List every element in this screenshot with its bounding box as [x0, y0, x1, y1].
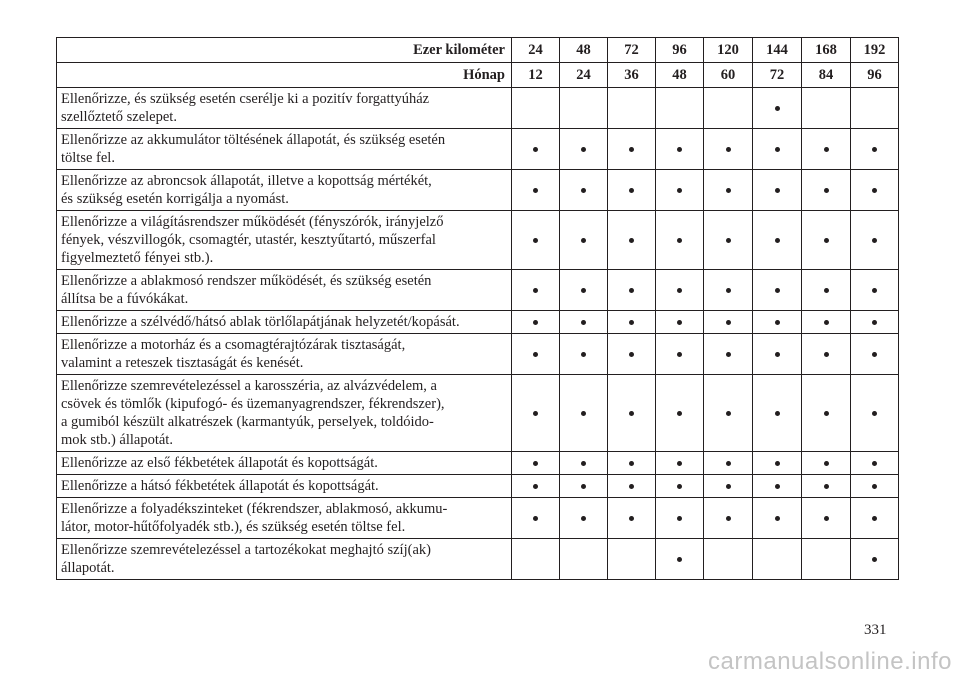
- interval-cell: [512, 129, 560, 170]
- task-description-line: állítsa be a fúvókákat.: [61, 291, 189, 307]
- interval-cell: [608, 539, 656, 580]
- interval-cell: [802, 88, 851, 129]
- task-description-line: Ellenőrizze a ablakmosó rendszer működését, és szükség esetén: [61, 273, 432, 289]
- km-value: 192: [851, 38, 899, 63]
- interval-cell: [704, 539, 753, 580]
- task-description-line: Ellenőrizze a motorház és a csomagtérajtózárak tisztaságát,: [61, 337, 406, 353]
- task-description-line: Ellenőrizze a folyadékszinteket (fékrendszer, ablakmosó, akkumu-: [61, 501, 448, 517]
- interval-cell: [608, 334, 656, 375]
- service-dot-icon: [581, 238, 586, 243]
- service-dot-icon: [824, 484, 829, 489]
- interval-cell: [656, 170, 704, 211]
- interval-cell: [560, 375, 608, 452]
- interval-cell: [704, 170, 753, 211]
- month-value: 72: [753, 63, 802, 88]
- service-dot-icon: [872, 147, 877, 152]
- service-dot-icon: [824, 411, 829, 416]
- service-dot-icon: [726, 516, 731, 521]
- service-dot-icon: [775, 238, 780, 243]
- interval-cell: [656, 211, 704, 270]
- service-dot-icon: [872, 352, 877, 357]
- service-dot-icon: [775, 188, 780, 193]
- task-description-line: töltse fel.: [61, 150, 115, 166]
- service-dot-icon: [533, 516, 538, 521]
- month-value: 24: [560, 63, 608, 88]
- service-dot-icon: [726, 288, 731, 293]
- km-value: 24: [512, 38, 560, 63]
- interval-cell: [656, 88, 704, 129]
- task-description-line: Ellenőrizze, és szükség esetén cserélje ki a pozitív forgattyúház: [61, 91, 430, 107]
- table-row: [57, 129, 899, 170]
- interval-cell: [512, 452, 560, 475]
- table-row: [57, 452, 899, 475]
- service-dot-icon: [726, 188, 731, 193]
- interval-cell: [656, 539, 704, 580]
- service-dot-icon: [533, 188, 538, 193]
- interval-cell: [802, 452, 851, 475]
- service-dot-icon: [872, 288, 877, 293]
- interval-cell: [802, 129, 851, 170]
- service-dot-icon: [581, 516, 586, 521]
- interval-cell: [656, 311, 704, 334]
- task-description-line: fények, vészvillogók, csomagtér, utastér, kesztyűtartó, műszerfal: [61, 232, 436, 248]
- table-row: [57, 334, 899, 375]
- maintenance-schedule-table: [56, 37, 899, 580]
- interval-cell: [753, 498, 802, 539]
- interval-cell: [656, 452, 704, 475]
- service-dot-icon: [824, 147, 829, 152]
- task-description-line: Ellenőrizze a szélvédő/hátsó ablak törlőlapátjának helyzetét/kopását.: [61, 314, 460, 330]
- interval-cell: [704, 311, 753, 334]
- interval-cell: [851, 270, 899, 311]
- interval-cell: [704, 475, 753, 498]
- task-description: [57, 539, 512, 580]
- service-dot-icon: [872, 557, 877, 562]
- service-dot-icon: [677, 288, 682, 293]
- table-row: [57, 170, 899, 211]
- km-value: 48: [560, 38, 608, 63]
- service-dot-icon: [677, 411, 682, 416]
- service-dot-icon: [872, 484, 877, 489]
- service-dot-icon: [629, 320, 634, 325]
- task-description-line: a gumiból készült alkatrészek (karmantyúk, perselyek, toldóido-: [61, 414, 434, 430]
- interval-cell: [851, 88, 899, 129]
- interval-cell: [608, 311, 656, 334]
- interval-cell: [512, 270, 560, 311]
- task-description: [57, 452, 512, 475]
- interval-cell: [753, 211, 802, 270]
- service-dot-icon: [726, 461, 731, 466]
- service-dot-icon: [872, 516, 877, 521]
- task-description-line: Ellenőrizze az akkumulátor töltésének állapotát, és szükség esetén: [61, 132, 446, 148]
- interval-cell: [802, 170, 851, 211]
- month-value: 60: [704, 63, 753, 88]
- interval-cell: [560, 334, 608, 375]
- interval-cell: [704, 498, 753, 539]
- service-dot-icon: [872, 188, 877, 193]
- service-dot-icon: [872, 461, 877, 466]
- interval-cell: [802, 270, 851, 311]
- month-value: 12: [512, 63, 560, 88]
- interval-cell: [512, 211, 560, 270]
- interval-cell: [560, 88, 608, 129]
- service-dot-icon: [629, 188, 634, 193]
- interval-cell: [560, 475, 608, 498]
- interval-cell: [560, 270, 608, 311]
- interval-cell: [608, 375, 656, 452]
- table-row: [57, 475, 899, 498]
- interval-cell: [802, 311, 851, 334]
- interval-cell: [512, 498, 560, 539]
- interval-cell: [656, 270, 704, 311]
- interval-cell: [753, 334, 802, 375]
- interval-cell: [802, 539, 851, 580]
- service-dot-icon: [726, 147, 731, 152]
- service-dot-icon: [824, 352, 829, 357]
- interval-cell: [704, 452, 753, 475]
- interval-cell: [753, 270, 802, 311]
- task-description-line: szellőztető szelepet.: [61, 109, 177, 125]
- service-dot-icon: [726, 320, 731, 325]
- interval-cell: [656, 334, 704, 375]
- interval-cell: [512, 88, 560, 129]
- interval-cell: [704, 129, 753, 170]
- service-dot-icon: [775, 461, 780, 466]
- service-dot-icon: [726, 238, 731, 243]
- service-dot-icon: [824, 516, 829, 521]
- service-dot-icon: [677, 484, 682, 489]
- interval-cell: [753, 88, 802, 129]
- km-value: 144: [753, 38, 802, 63]
- interval-cell: [753, 539, 802, 580]
- service-dot-icon: [726, 484, 731, 489]
- task-description-line: valamint a reteszek tisztaságát és kenését.: [61, 355, 304, 371]
- service-dot-icon: [581, 147, 586, 152]
- service-dot-icon: [677, 320, 682, 325]
- service-dot-icon: [775, 411, 780, 416]
- interval-cell: [802, 498, 851, 539]
- interval-cell: [851, 498, 899, 539]
- service-dot-icon: [824, 188, 829, 193]
- interval-cell: [851, 334, 899, 375]
- table-row: [57, 311, 899, 334]
- service-dot-icon: [775, 288, 780, 293]
- table-row: [57, 270, 899, 311]
- service-dot-icon: [581, 320, 586, 325]
- interval-cell: [704, 211, 753, 270]
- task-description: [57, 475, 512, 498]
- service-dot-icon: [775, 352, 780, 357]
- interval-cell: [560, 211, 608, 270]
- service-dot-icon: [533, 411, 538, 416]
- task-description: [57, 170, 512, 211]
- task-description-line: Ellenőrizze szemrevételezéssel a karosszéria, az alvázvédelem, a: [61, 378, 437, 394]
- interval-cell: [608, 129, 656, 170]
- service-dot-icon: [581, 188, 586, 193]
- service-dot-icon: [824, 320, 829, 325]
- task-description-line: és szükség esetén korrigálja a nyomást.: [61, 191, 289, 207]
- interval-cell: [512, 311, 560, 334]
- task-description: [57, 211, 512, 270]
- interval-cell: [802, 334, 851, 375]
- task-description-line: látor, motor-hűtőfolyadék stb.), és szükség esetén töltse fel.: [61, 519, 406, 535]
- service-dot-icon: [775, 147, 780, 152]
- service-dot-icon: [629, 484, 634, 489]
- service-dot-icon: [726, 352, 731, 357]
- month-header-label: Hónap: [57, 63, 512, 88]
- task-description-line: mok stb.) állapotát.: [61, 432, 173, 448]
- service-dot-icon: [872, 411, 877, 416]
- interval-cell: [753, 311, 802, 334]
- task-description: [57, 88, 512, 129]
- service-dot-icon: [533, 352, 538, 357]
- interval-cell: [608, 170, 656, 211]
- service-dot-icon: [677, 557, 682, 562]
- interval-cell: [656, 498, 704, 539]
- interval-cell: [608, 498, 656, 539]
- page-number: 331: [864, 622, 887, 638]
- service-dot-icon: [581, 288, 586, 293]
- service-dot-icon: [677, 516, 682, 521]
- interval-cell: [512, 334, 560, 375]
- service-dot-icon: [533, 461, 538, 466]
- interval-cell: [560, 170, 608, 211]
- service-dot-icon: [872, 320, 877, 325]
- task-description-line: Ellenőrizze a világításrendszer működését (fényszórók, irányjelző: [61, 214, 444, 230]
- interval-cell: [656, 475, 704, 498]
- service-dot-icon: [824, 288, 829, 293]
- interval-cell: [704, 88, 753, 129]
- service-dot-icon: [775, 484, 780, 489]
- service-dot-icon: [581, 461, 586, 466]
- interval-cell: [851, 311, 899, 334]
- month-value: 96: [851, 63, 899, 88]
- interval-cell: [560, 311, 608, 334]
- header-row-month: [57, 63, 899, 88]
- service-dot-icon: [629, 461, 634, 466]
- interval-cell: [560, 498, 608, 539]
- interval-cell: [704, 270, 753, 311]
- interval-cell: [753, 129, 802, 170]
- task-description: [57, 311, 512, 334]
- task-description-line: figyelmeztető fényei stb.).: [61, 250, 214, 266]
- service-dot-icon: [533, 238, 538, 243]
- interval-cell: [512, 170, 560, 211]
- km-value: 72: [608, 38, 656, 63]
- interval-cell: [608, 452, 656, 475]
- service-dot-icon: [581, 352, 586, 357]
- task-description-line: Ellenőrizze az abroncsok állapotát, illetve a kopottság mértékét,: [61, 173, 432, 189]
- task-description-line: állapotát.: [61, 560, 115, 576]
- service-dot-icon: [629, 352, 634, 357]
- task-description-line: Ellenőrizze az első fékbetétek állapotát és kopottságát.: [61, 455, 378, 471]
- table-row: [57, 88, 899, 129]
- interval-cell: [512, 539, 560, 580]
- table-row: [57, 211, 899, 270]
- interval-cell: [753, 375, 802, 452]
- service-dot-icon: [677, 147, 682, 152]
- km-value: 120: [704, 38, 753, 63]
- service-dot-icon: [581, 484, 586, 489]
- interval-cell: [802, 211, 851, 270]
- month-value: 48: [656, 63, 704, 88]
- interval-cell: [851, 211, 899, 270]
- km-value: 96: [656, 38, 704, 63]
- service-dot-icon: [629, 288, 634, 293]
- service-dot-icon: [533, 320, 538, 325]
- service-dot-icon: [775, 516, 780, 521]
- service-dot-icon: [629, 147, 634, 152]
- interval-cell: [753, 170, 802, 211]
- service-dot-icon: [629, 238, 634, 243]
- interval-cell: [608, 88, 656, 129]
- interval-cell: [608, 270, 656, 311]
- interval-cell: [512, 375, 560, 452]
- interval-cell: [851, 475, 899, 498]
- table-row: [57, 375, 899, 452]
- interval-cell: [608, 211, 656, 270]
- interval-cell: [802, 375, 851, 452]
- service-dot-icon: [775, 320, 780, 325]
- service-dot-icon: [533, 147, 538, 152]
- service-dot-icon: [824, 461, 829, 466]
- table-row: [57, 498, 899, 539]
- interval-cell: [560, 539, 608, 580]
- interval-cell: [851, 539, 899, 580]
- table-row: [57, 539, 899, 580]
- task-description-line: csövek és tömlők (kipufogó- és üzemanyagrendszer, fékrendszer),: [61, 396, 445, 412]
- service-dot-icon: [775, 106, 780, 111]
- task-description: [57, 498, 512, 539]
- interval-cell: [560, 452, 608, 475]
- interval-cell: [851, 170, 899, 211]
- interval-cell: [753, 475, 802, 498]
- service-dot-icon: [872, 238, 877, 243]
- task-description: [57, 270, 512, 311]
- task-description: [57, 375, 512, 452]
- month-value: 36: [608, 63, 656, 88]
- service-dot-icon: [726, 411, 731, 416]
- interval-cell: [512, 475, 560, 498]
- interval-cell: [851, 375, 899, 452]
- interval-cell: [851, 129, 899, 170]
- task-description: [57, 129, 512, 170]
- interval-cell: [560, 129, 608, 170]
- service-dot-icon: [581, 411, 586, 416]
- service-dot-icon: [629, 516, 634, 521]
- interval-cell: [704, 375, 753, 452]
- interval-cell: [656, 375, 704, 452]
- service-dot-icon: [533, 288, 538, 293]
- interval-cell: [608, 475, 656, 498]
- km-value: 168: [802, 38, 851, 63]
- watermark: carmanualsonline.info: [708, 648, 952, 675]
- km-header-label: Ezer kilométer: [57, 38, 512, 63]
- service-dot-icon: [677, 188, 682, 193]
- task-description-line: Ellenőrizze a hátsó fékbetétek állapotát és kopottságát.: [61, 478, 379, 494]
- interval-cell: [753, 452, 802, 475]
- interval-cell: [656, 129, 704, 170]
- service-dot-icon: [629, 411, 634, 416]
- task-description: [57, 334, 512, 375]
- service-dot-icon: [824, 238, 829, 243]
- interval-cell: [802, 475, 851, 498]
- service-dot-icon: [677, 461, 682, 466]
- service-dot-icon: [677, 238, 682, 243]
- interval-cell: [704, 334, 753, 375]
- table-body: [57, 38, 899, 580]
- header-row-km: [57, 38, 899, 63]
- month-value: 84: [802, 63, 851, 88]
- service-dot-icon: [533, 484, 538, 489]
- interval-cell: [851, 452, 899, 475]
- service-dot-icon: [677, 352, 682, 357]
- task-description-line: Ellenőrizze szemrevételezéssel a tartozékokat meghajtó szíj(ak): [61, 542, 431, 558]
